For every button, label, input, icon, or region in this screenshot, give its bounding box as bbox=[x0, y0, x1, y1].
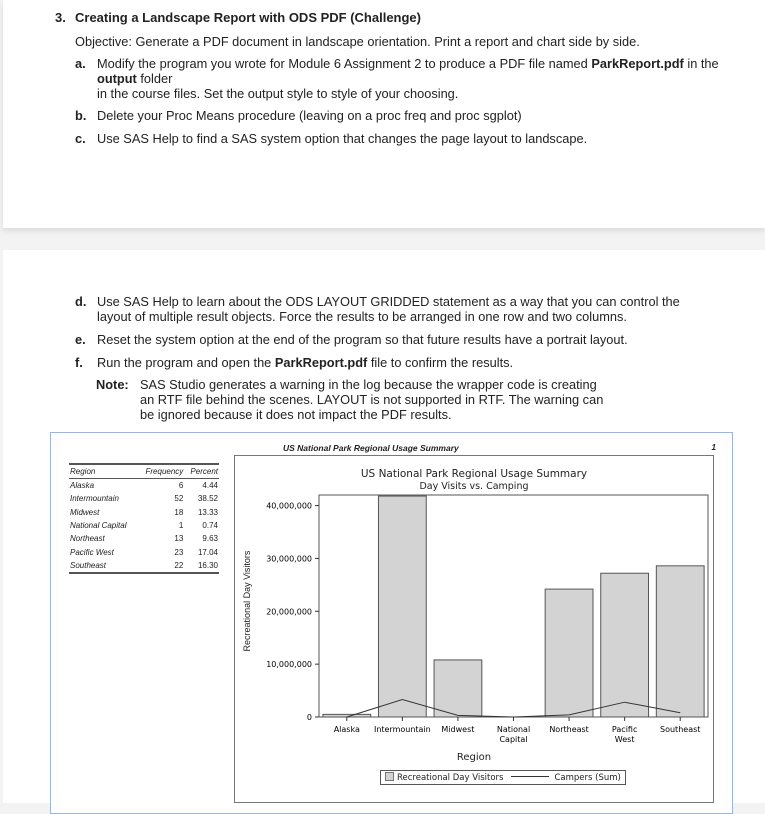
note-line: be ignored because it does not impact the PDF results. bbox=[140, 407, 452, 422]
x-tick-label: West bbox=[614, 735, 635, 744]
step-label: b. bbox=[75, 108, 87, 123]
x-tick-label: Southeast bbox=[660, 725, 701, 734]
note-line: an RTF file behind the scenes. LAYOUT is not supported in RTF. The warning can bbox=[140, 392, 604, 407]
step-label: e. bbox=[75, 332, 86, 347]
bar bbox=[378, 496, 426, 717]
x-tick-label: Midwest bbox=[441, 725, 475, 734]
x-axis-title: Region bbox=[456, 752, 492, 763]
table-row bbox=[69, 532, 219, 545]
y-tick-label: 20,000,000 bbox=[266, 607, 312, 617]
column-header: Percent bbox=[184, 464, 219, 479]
step-label: a. bbox=[75, 56, 86, 71]
y-tick-label: 0 bbox=[306, 713, 312, 722]
cell: Intermountain bbox=[70, 494, 119, 504]
step-text: Delete your Proc Means procedure (leaving on a proc freq and proc sgplot) bbox=[97, 108, 522, 123]
frequency-table bbox=[69, 463, 219, 574]
x-tick-label: Intermountain bbox=[373, 725, 431, 734]
step-text bbox=[97, 56, 727, 101]
instructions-card-top bbox=[3, 0, 765, 228]
section-title: Creating a Landscape Report with ODS PDF (Challenge) bbox=[75, 10, 421, 25]
plot-area bbox=[319, 495, 708, 717]
cell: 38.52 bbox=[197, 494, 218, 504]
bar bbox=[434, 660, 482, 717]
column-header: Region bbox=[69, 464, 138, 479]
bar-swatch-icon bbox=[385, 772, 394, 781]
x-tick-label: Alaska bbox=[333, 725, 360, 734]
table-header-row bbox=[69, 464, 219, 479]
text-run: file to confirm the results. bbox=[367, 355, 514, 370]
cell: 17.04 bbox=[197, 547, 218, 557]
cell: 13 bbox=[174, 534, 184, 544]
x-tick-label: Capital bbox=[499, 735, 528, 744]
y-tick-label: 40,000,000 bbox=[266, 501, 312, 511]
table-row bbox=[69, 559, 219, 573]
step-text bbox=[97, 355, 727, 370]
cell: 6 bbox=[178, 481, 184, 491]
text-run: layout of multiple result objects. Force the results to be arranged in one row and two columns. bbox=[97, 309, 627, 324]
column-header: Frequency bbox=[138, 464, 185, 479]
y-tick-label: 10,000,000 bbox=[266, 660, 312, 670]
text-run: folder bbox=[136, 71, 173, 86]
cell: National Capital bbox=[70, 521, 127, 531]
chart-legend bbox=[380, 770, 626, 785]
cell: 0.74 bbox=[202, 521, 218, 531]
x-tick-label: National bbox=[496, 725, 531, 734]
text-run: Run the program and open the bbox=[97, 355, 275, 370]
cell: Midwest bbox=[70, 507, 100, 517]
step-label: c. bbox=[75, 131, 86, 146]
text-run: in the bbox=[683, 56, 719, 71]
table-row bbox=[69, 506, 219, 519]
cell: Alaska bbox=[70, 481, 95, 491]
chart-title: US National Park Regional Usage Summary bbox=[360, 468, 588, 480]
cell: 9.63 bbox=[202, 534, 218, 544]
cell: 18 bbox=[174, 507, 184, 517]
section-heading bbox=[55, 10, 421, 25]
step-text: Use SAS Help to find a SAS system option that changes the page layout to landscape. bbox=[97, 131, 588, 146]
chart-container bbox=[234, 455, 714, 803]
step-text: Reset the system option at the end of the program so that future results have a portrait layout. bbox=[97, 332, 628, 347]
table-row bbox=[69, 479, 219, 493]
x-tick-label: Northeast bbox=[549, 725, 589, 734]
pdf-preview bbox=[50, 432, 733, 814]
section-number: 3. bbox=[55, 10, 66, 25]
bar bbox=[656, 566, 704, 717]
y-axis-label: Recreational Day Visitors bbox=[242, 550, 252, 652]
cell: 22 bbox=[174, 560, 184, 570]
table-row bbox=[69, 519, 219, 532]
note-text bbox=[140, 377, 630, 422]
note-line: SAS Studio generates a warning in the log because the wrapper code is creating bbox=[140, 377, 597, 392]
cell: Southeast bbox=[70, 560, 107, 570]
cell: 52 bbox=[174, 494, 184, 504]
cell: Northeast bbox=[70, 534, 105, 544]
note-label: Note: bbox=[96, 377, 129, 392]
folder-name: output bbox=[97, 71, 137, 86]
cell: 4.44 bbox=[202, 481, 218, 491]
filename: ParkReport.pdf bbox=[274, 355, 368, 370]
pdf-page-title: US National Park Regional Usage Summary bbox=[283, 443, 459, 453]
text-run: in the course files. Set the output style to style of your choosing. bbox=[97, 86, 459, 101]
y-tick-label: 30,000,000 bbox=[266, 554, 312, 564]
bar bbox=[601, 573, 649, 717]
table-row bbox=[69, 492, 219, 505]
step-label: d. bbox=[75, 294, 87, 309]
objective-text: Objective: Generate a PDF document in landscape orientation. Print a report and chart side by side. bbox=[75, 34, 640, 49]
step-text bbox=[97, 294, 727, 324]
bar bbox=[545, 589, 593, 717]
filename: ParkReport.pdf bbox=[591, 56, 684, 71]
cell: 1 bbox=[178, 521, 184, 531]
legend-item: Campers (Sum) bbox=[554, 773, 621, 783]
x-tick-label: Pacific bbox=[611, 725, 638, 734]
bar-line-chart bbox=[235, 456, 713, 756]
cell: 23 bbox=[174, 547, 184, 557]
text-run: Use SAS Help to learn about the ODS LAYOUT GRIDDED statement as a way that you can control the bbox=[97, 294, 680, 309]
cell: 13.33 bbox=[197, 507, 218, 517]
line-swatch-icon bbox=[511, 776, 549, 777]
cell: Pacific West bbox=[70, 547, 114, 557]
step-label: f. bbox=[75, 355, 83, 370]
legend-item: Recreational Day Visitors bbox=[397, 773, 504, 783]
pdf-page-number: 1 bbox=[711, 443, 716, 452]
cell: 16.30 bbox=[197, 560, 218, 570]
text-run: Modify the program you wrote for Module 6 Assignment 2 to produce a PDF file named bbox=[97, 56, 592, 71]
table-row bbox=[69, 545, 219, 558]
chart-subtitle: Day Visits vs. Camping bbox=[419, 481, 529, 492]
